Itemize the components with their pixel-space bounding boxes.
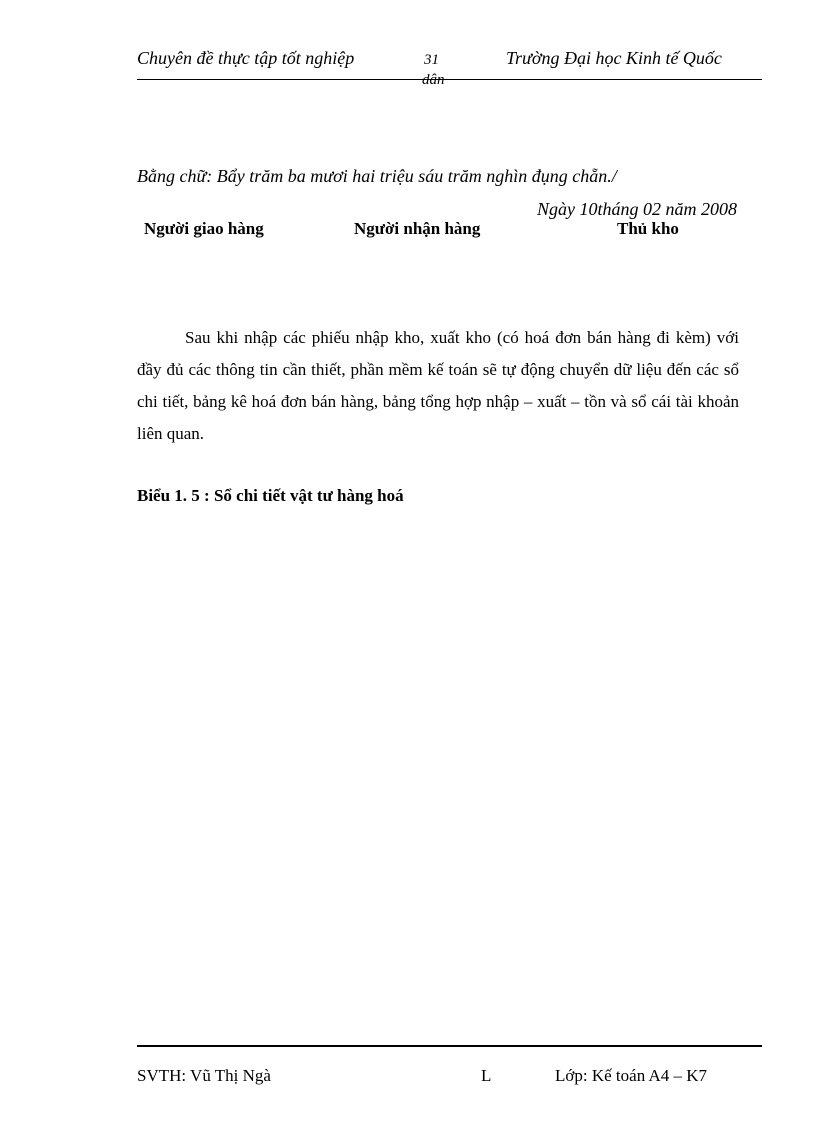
header-divider bbox=[137, 79, 762, 80]
header-page-number: 31 bbox=[424, 52, 439, 68]
table-caption: Biểu 1. 5 : Sổ chi tiết vật tư hàng hoá bbox=[137, 486, 404, 505]
amount-in-words: Bằng chữ: Bẩy trăm ba mươi hai triệu sáu trăm nghìn đụng chẵn./ bbox=[137, 166, 617, 186]
footer-class-name: Lớp: Kế toán A4 – K7 bbox=[555, 1066, 708, 1085]
header-document-title: Chuyên đề thực tập tốt nghiệp bbox=[137, 48, 355, 68]
signature-receiver: Người nhận hàng bbox=[354, 219, 481, 238]
footer-middle-text: L bbox=[481, 1066, 492, 1085]
signature-deliverer: Người giao hàng bbox=[144, 219, 264, 238]
signature-storekeeper: Thủ kho bbox=[617, 219, 679, 238]
body-paragraph: Sau khi nhập các phiếu nhập kho, xuất kho (có hoá đơn bán hàng đi kèm) với đầy đủ các thông tin cần thiết, phần mềm kế toán sẽ tự động chuyển dữ liệu đến các sổ chi tiết, bảng kê hoá đơn bán hàng, bảng tổng hợp nhập – xuất – tồn và sổ cái tài khoản liên quan. bbox=[137, 328, 739, 443]
footer-divider bbox=[137, 1045, 762, 1047]
receipt-date: Ngày 10tháng 02 năm 2008 bbox=[537, 199, 737, 219]
footer-student-name: SVTH: Vũ Thị Ngà bbox=[137, 1066, 271, 1085]
header-university-name: Trường Đại học Kinh tế Quốc bbox=[506, 48, 722, 68]
header-overflow-text: dân bbox=[422, 72, 445, 88]
